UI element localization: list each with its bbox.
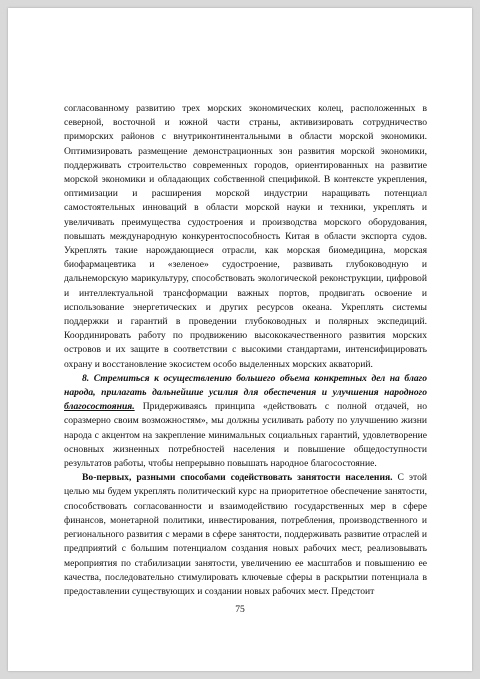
section-8-heading: 8. Стремиться к осуществлению большего объема конкретных дел на благо народа, прилагать дальнейшие усилия для обеспечения и улучшения народного [64,372,427,399]
document-page [8,8,472,671]
section-8 [64,372,427,471]
employment-body: С этой целью мы будем укреплять политический курс на приоритетное обеспечение занятости, способствовать согласованности и взаимодействию государственных мер в сфере финансов, монетарной политики, инвестирования, потребления, производственного и регионального развития с мерами в сфере занятости, поддерживать развитие отраслей и предприятий с большим потенциалом создания новых рабочих мест, реализовывать мероприятия по стабилизации занятости, увеличению ее масштабов и повышению ее качества, последовательно стимулировать ключевые сферы в раскрытии потенциала в предоставлении существующих и создании новых рабочих мест. Предстоит [64,472,427,597]
employment-lead: Во-первых, разными способами содействовать занятости населения. [82,472,393,484]
section-8-heading-underlined: благосостояния. [64,401,135,413]
paragraph-marine-economy: согласованному развитию трех морских экономических колец, расположенных в северной, восточной и южной части страны, активизировать сотрудничество приморских районов с внутриконтинентальными в области морской экономики. Оптимизировать размещение демонстрационных зон развития морской экономики, поддерживать строительство современных городов, ориентированных на развитие морской экономики и обладающих собственной спецификой. В контексте укрепления, оптимизации и расширения морской индустрии наращивать потенциал самостоятельных инноваций в области морской науки и техники, укреплять и увеличивать преимущества судостроения и производства морского оборудования, повышать международную конкурентоспособность Китая в области экспорта судов. Укреплять такие нарождающиеся отрасли, как морская биомедицина, морская биофармацевтика и «зеленое» судостроение, развивать глубоководную и дальнеморскую марикультуру, способствовать экологической реконструкции, цифровой и интеллектуальной трансформации важных портов, продвигать освоение и использование энергетических и других ресурсов океана. Укреплять системы поддержки и гарантий в проведении глубоководных и полярных экспедиций. Координировать работу по продвижению высококачественного развития морских островов и их защите в соответствии с высокими стандартами, интенсифицировать охрану и восстановление экосистем особо выделенных морских акваторий. [64,103,427,370]
paragraph-employment [64,471,427,599]
section-8-body: Придерживаясь принципа «действовать с полной отдачей, но соразмерно своим возможностям», мы должны усиливать работу по улучшению жизни народа с акцентом на закрепление минимальных социальных гарантий, удовлетворение основных жизненных потребностей населения и повышение общедоступности результатов работы, чтобы непрерывно повышать народное благосостояние. [64,401,427,470]
body-text [64,102,427,599]
page-number: 75 [235,604,245,615]
